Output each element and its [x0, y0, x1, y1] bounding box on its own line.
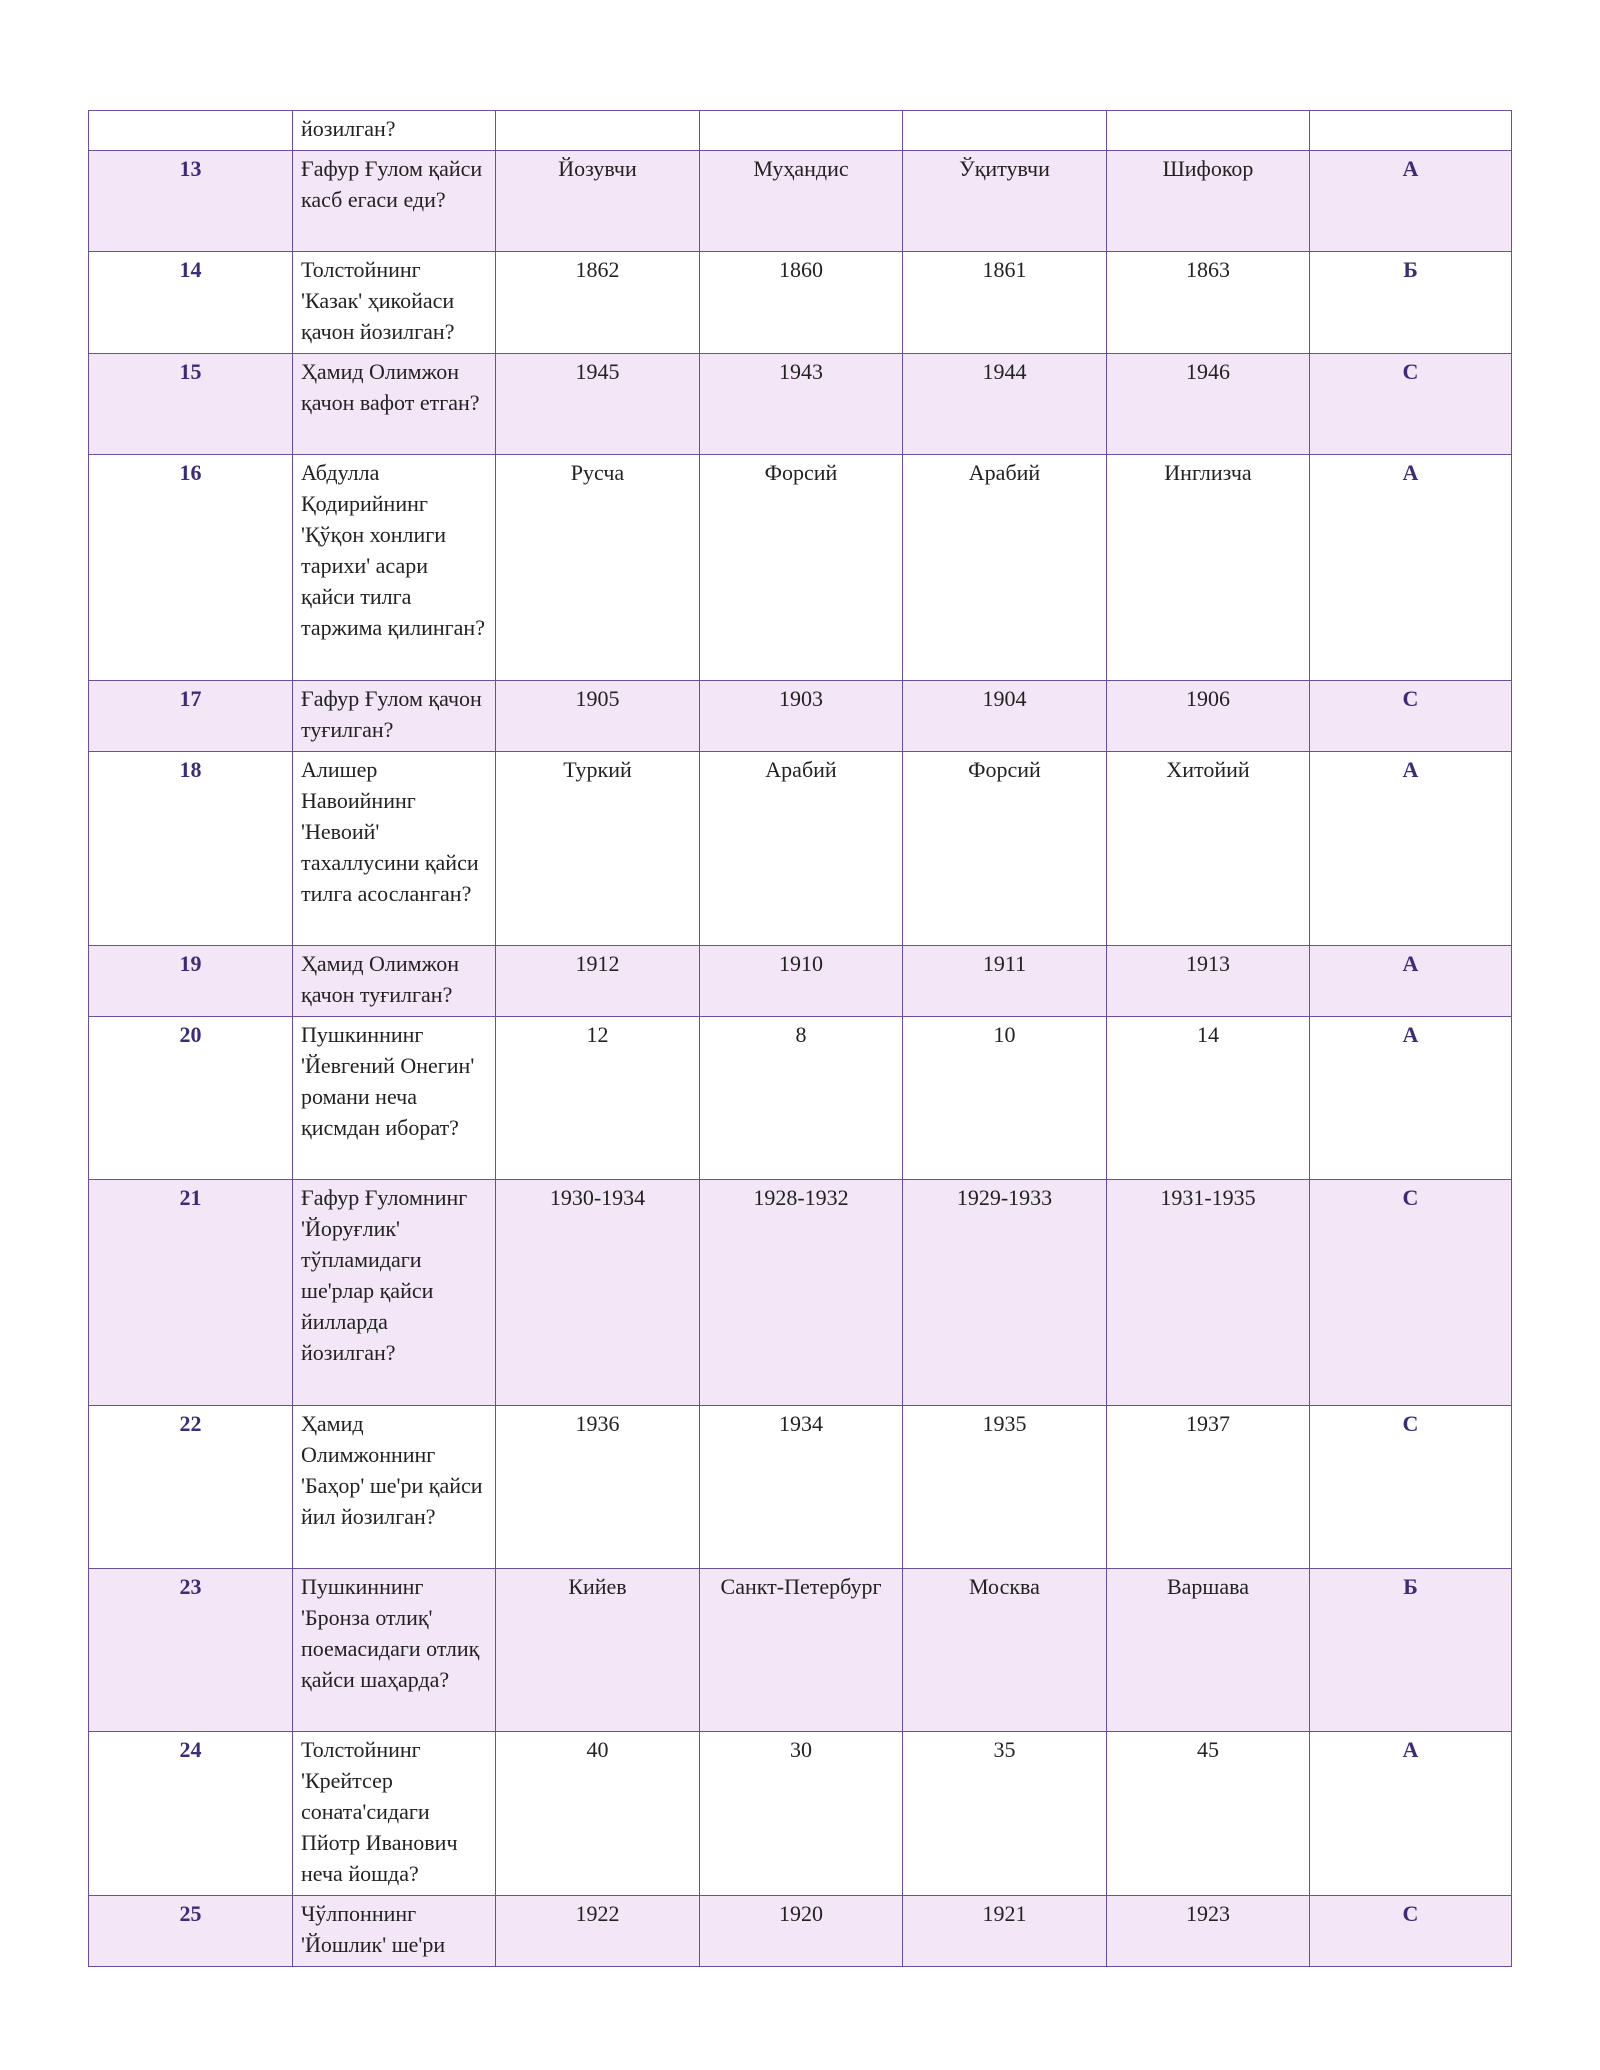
- question-number: 22: [89, 1406, 293, 1569]
- option-b: 1920: [700, 1896, 903, 1967]
- option-b: 1903: [700, 681, 903, 752]
- option-d: [1107, 111, 1310, 151]
- table-row: [89, 1732, 1512, 1896]
- option-b: 1934: [700, 1406, 903, 1569]
- option-a: Йозувчи: [496, 151, 700, 252]
- correct-answer: A: [1310, 151, 1512, 252]
- option-d: Шифокор: [1107, 151, 1310, 252]
- question-number: 13: [89, 151, 293, 252]
- option-d: Инглизча: [1107, 455, 1310, 681]
- option-b: 1943: [700, 354, 903, 455]
- question-number: 18: [89, 752, 293, 946]
- question-text: Чўлпоннинг 'Йошлик' ше'ри: [293, 1896, 496, 1967]
- option-b: 30: [700, 1732, 903, 1896]
- correct-answer: A: [1310, 1732, 1512, 1896]
- correct-answer: A: [1310, 455, 1512, 681]
- option-d: 1913: [1107, 946, 1310, 1017]
- option-b: Муҳандис: [700, 151, 903, 252]
- table-row: [89, 111, 1512, 151]
- option-b: 1928-1932: [700, 1180, 903, 1406]
- option-c: 10: [903, 1017, 1107, 1180]
- correct-answer: C: [1310, 1896, 1512, 1967]
- option-c: Арабий: [903, 455, 1107, 681]
- option-a: Кийев: [496, 1569, 700, 1732]
- question-text: Пушкиннинг 'Бронза отлиқ' поемасидаги отлиқ қайси шаҳарда?: [293, 1569, 496, 1732]
- option-b: 1860: [700, 252, 903, 354]
- option-d: 14: [1107, 1017, 1310, 1180]
- option-d: 1906: [1107, 681, 1310, 752]
- option-c: 1935: [903, 1406, 1107, 1569]
- option-c: 1921: [903, 1896, 1107, 1967]
- question-number: 15: [89, 354, 293, 455]
- option-a: 40: [496, 1732, 700, 1896]
- option-b: Арабий: [700, 752, 903, 946]
- option-b: Форсий: [700, 455, 903, 681]
- question-text: Толстойнинг 'Крейтсер соната'сидаги Пйотр Иванович неча йошда?: [293, 1732, 496, 1896]
- correct-answer: Б: [1310, 252, 1512, 354]
- option-d: 1931-1935: [1107, 1180, 1310, 1406]
- option-c: Ўқитувчи: [903, 151, 1107, 252]
- quiz-table: [88, 110, 1512, 1967]
- table-row: [89, 354, 1512, 455]
- option-c: 1929-1933: [903, 1180, 1107, 1406]
- option-c: 1911: [903, 946, 1107, 1017]
- table-row: [89, 455, 1512, 681]
- option-d: 1863: [1107, 252, 1310, 354]
- question-number: 17: [89, 681, 293, 752]
- option-b: 1910: [700, 946, 903, 1017]
- correct-answer: [1310, 111, 1512, 151]
- option-a: [496, 111, 700, 151]
- correct-answer: A: [1310, 946, 1512, 1017]
- option-c: Москва: [903, 1569, 1107, 1732]
- question-text: Ҳамид Олимжон қачон вафот етган?: [293, 354, 496, 455]
- table-row: [89, 1180, 1512, 1406]
- option-b: Санкт-Петербург: [700, 1569, 903, 1732]
- option-d: 1946: [1107, 354, 1310, 455]
- option-a: 12: [496, 1017, 700, 1180]
- question-text: Ғафур Ғулом қайси касб егаси еди?: [293, 151, 496, 252]
- correct-answer: C: [1310, 681, 1512, 752]
- option-a: 1945: [496, 354, 700, 455]
- question-text: Пушкиннинг 'Йевгений Онегин' романи неча қисмдан иборат?: [293, 1017, 496, 1180]
- question-number: 25: [89, 1896, 293, 1967]
- option-c: [903, 111, 1107, 151]
- table-row: [89, 946, 1512, 1017]
- question-text: Алишер Навоийнинг 'Невоий' тахаллусини қайси тилга асосланган?: [293, 752, 496, 946]
- correct-answer: C: [1310, 354, 1512, 455]
- correct-answer: A: [1310, 752, 1512, 946]
- correct-answer: C: [1310, 1180, 1512, 1406]
- question-text: Абдулла Қодирийнинг 'Қўқон хонлиги тарихи' асари қайси тилга таржима қилинган?: [293, 455, 496, 681]
- question-text: Ғафур Ғулом қачон туғилган?: [293, 681, 496, 752]
- table-row: [89, 1017, 1512, 1180]
- option-a: 1862: [496, 252, 700, 354]
- question-text: Ҳамид Олимжоннинг 'Баҳор' ше'ри қайси йил йозилган?: [293, 1406, 496, 1569]
- option-c: Форсий: [903, 752, 1107, 946]
- quiz-table-body: [89, 111, 1512, 1967]
- question-number: 20: [89, 1017, 293, 1180]
- question-text: йозилган?: [293, 111, 496, 151]
- table-row: [89, 1569, 1512, 1732]
- correct-answer: C: [1310, 1406, 1512, 1569]
- option-c: 1944: [903, 354, 1107, 455]
- table-row: [89, 752, 1512, 946]
- option-a: 1936: [496, 1406, 700, 1569]
- option-d: Хитойий: [1107, 752, 1310, 946]
- question-text: Ғафур Ғуломнинг 'Йоруғлик' тўпламидаги ше'рлар қайси йилларда йозилган?: [293, 1180, 496, 1406]
- table-row: [89, 1406, 1512, 1569]
- question-number: 16: [89, 455, 293, 681]
- option-c: 35: [903, 1732, 1107, 1896]
- question-text: Толстойнинг 'Казак' ҳикойаси қачон йозилган?: [293, 252, 496, 354]
- option-b: [700, 111, 903, 151]
- option-a: 1912: [496, 946, 700, 1017]
- table-row: [89, 681, 1512, 752]
- table-row: [89, 1896, 1512, 1967]
- table-row: [89, 252, 1512, 354]
- option-a: Туркий: [496, 752, 700, 946]
- option-b: 8: [700, 1017, 903, 1180]
- option-a: 1922: [496, 1896, 700, 1967]
- option-c: 1904: [903, 681, 1107, 752]
- table-row: [89, 151, 1512, 252]
- question-number: 23: [89, 1569, 293, 1732]
- option-d: 1937: [1107, 1406, 1310, 1569]
- question-number: [89, 111, 293, 151]
- question-text: Ҳамид Олимжон қачон туғилган?: [293, 946, 496, 1017]
- question-number: 21: [89, 1180, 293, 1406]
- option-d: Варшава: [1107, 1569, 1310, 1732]
- question-number: 14: [89, 252, 293, 354]
- option-d: 1923: [1107, 1896, 1310, 1967]
- question-number: 24: [89, 1732, 293, 1896]
- option-a: Русча: [496, 455, 700, 681]
- correct-answer: A: [1310, 1017, 1512, 1180]
- option-c: 1861: [903, 252, 1107, 354]
- option-d: 45: [1107, 1732, 1310, 1896]
- option-a: 1930-1934: [496, 1180, 700, 1406]
- correct-answer: Б: [1310, 1569, 1512, 1732]
- option-a: 1905: [496, 681, 700, 752]
- question-number: 19: [89, 946, 293, 1017]
